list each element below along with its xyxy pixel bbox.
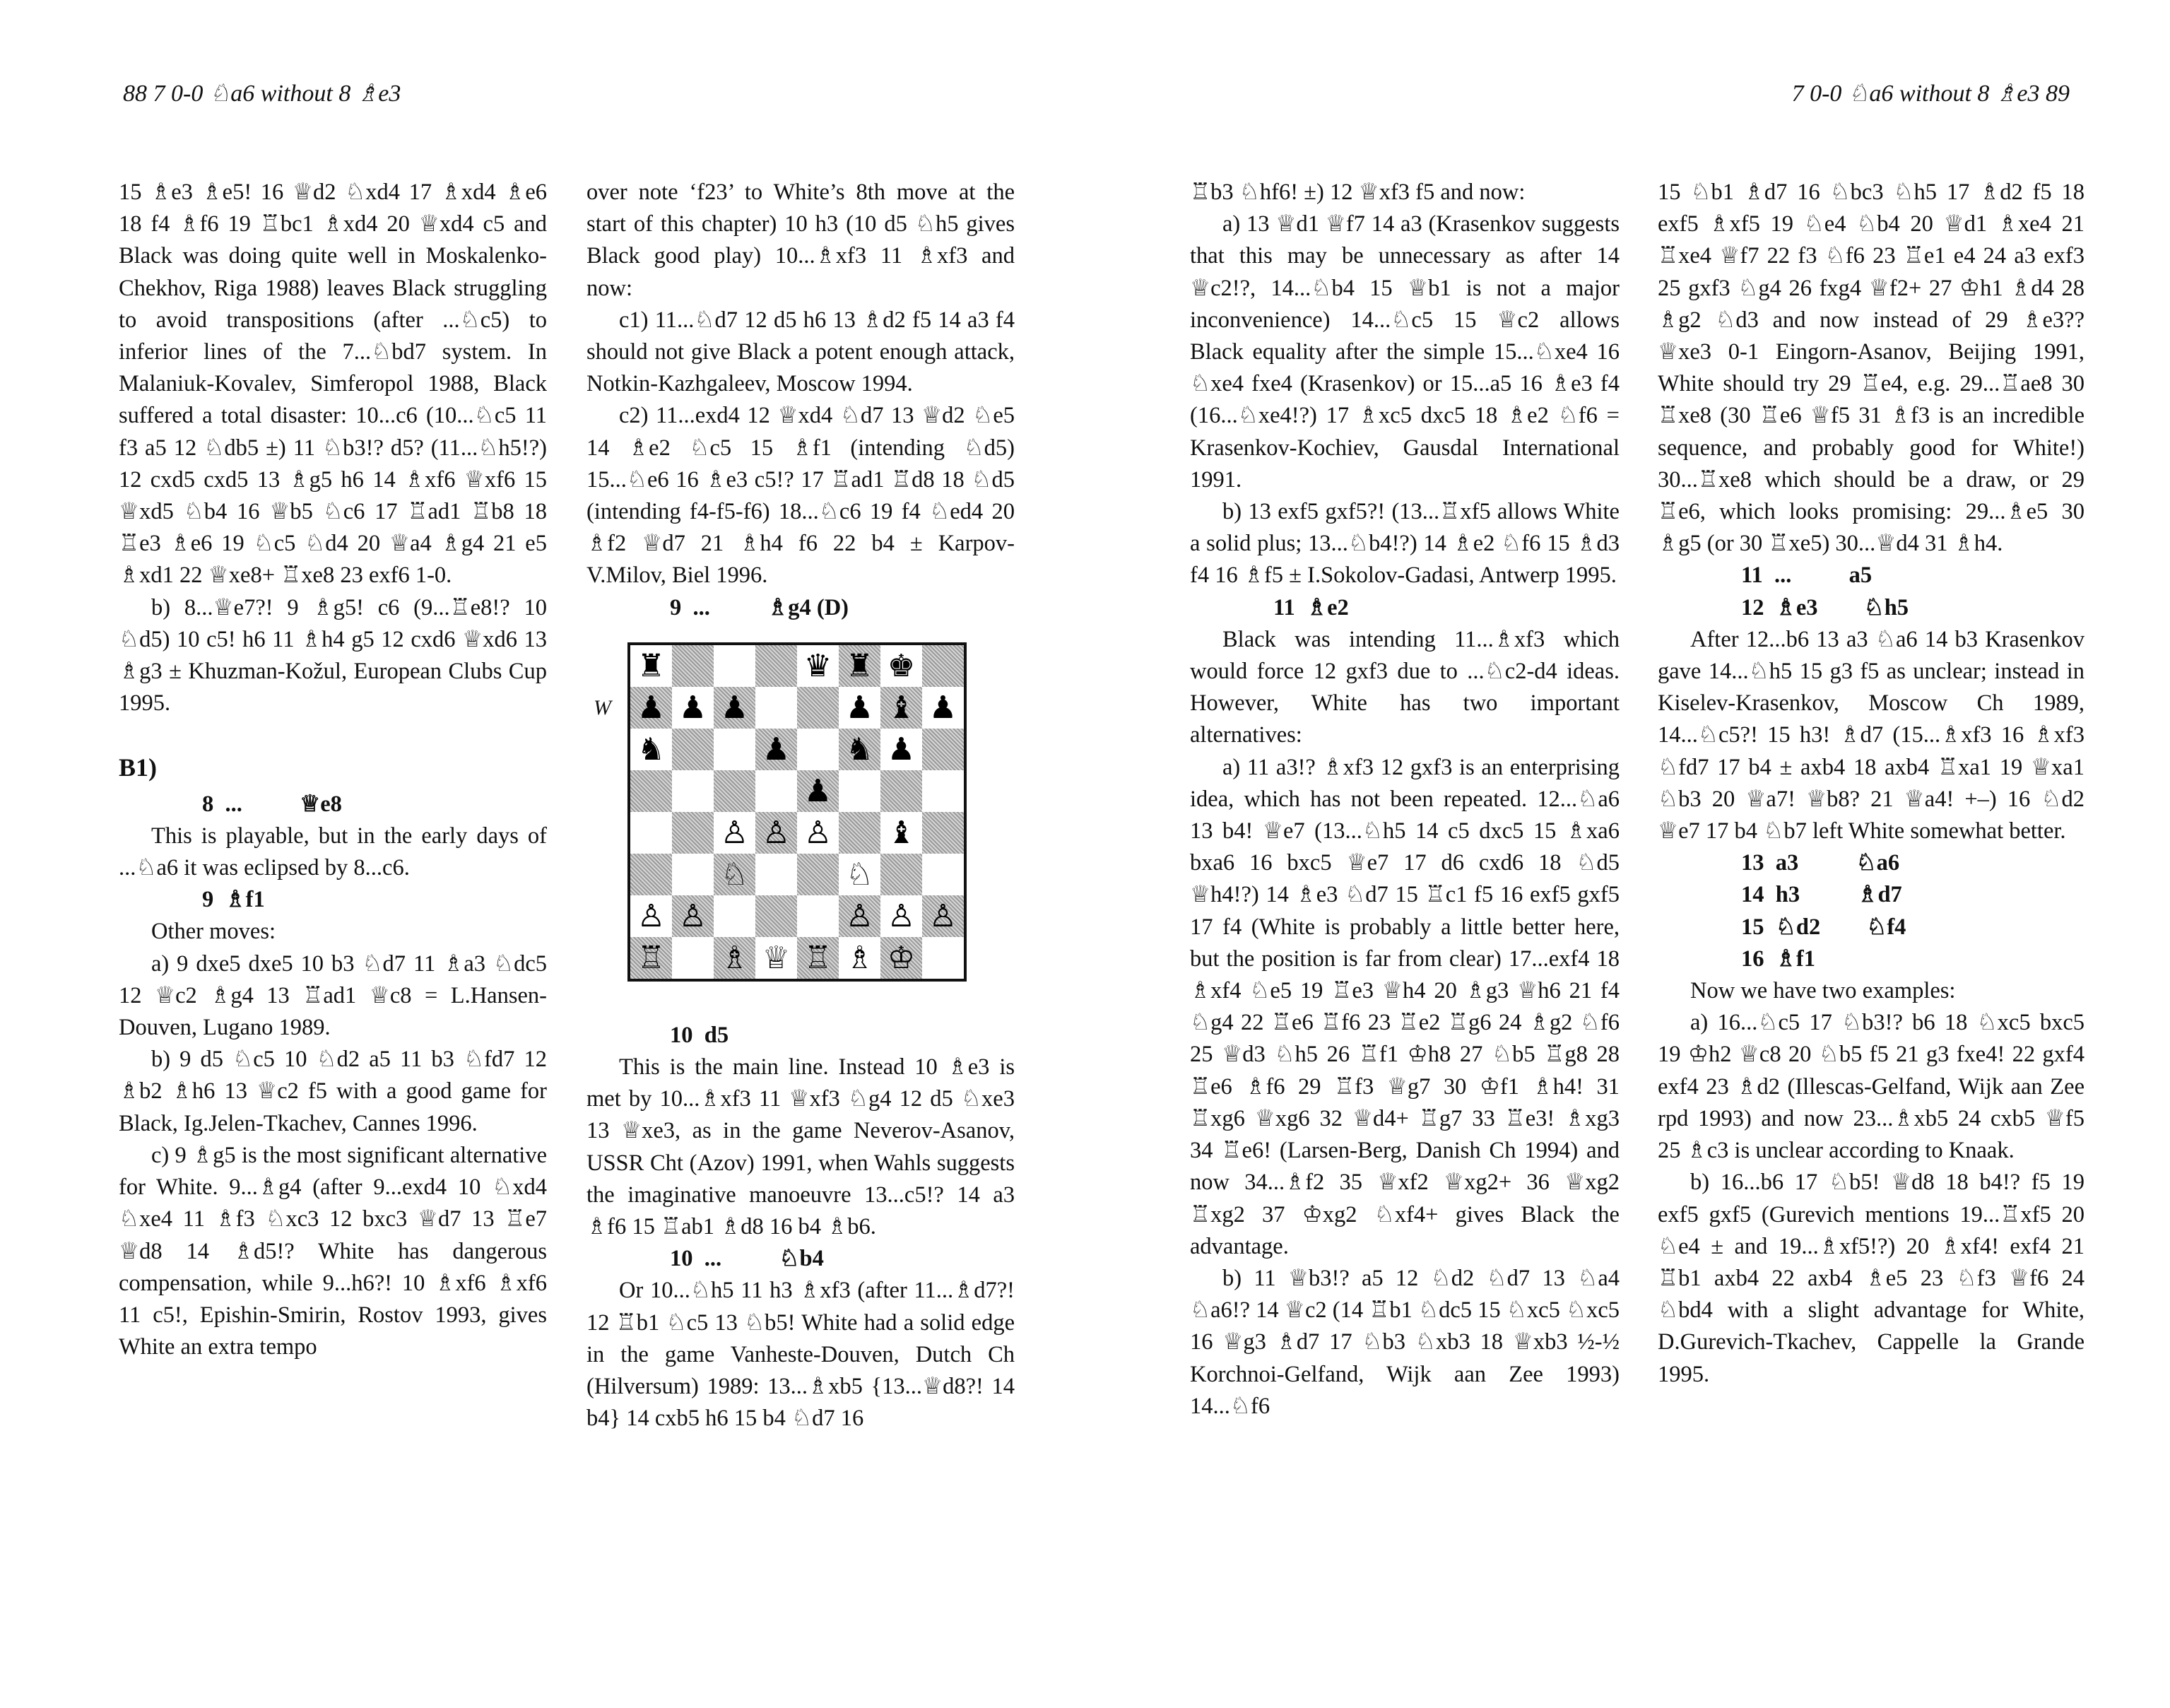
square-h7: ♟ — [922, 687, 964, 729]
move-line: 12 ♗e3 ♘h5 — [1741, 594, 1909, 620]
square-a7: ♟ — [630, 687, 672, 729]
square-b2: ♙ — [672, 895, 714, 937]
move-line: 10 d5 — [670, 1022, 729, 1048]
square-g1: ♔ — [880, 937, 922, 979]
paragraph: a) 16...♘c5 17 ♘b3!? b6 18 ♘xc5 bxc5 19 ♔h2 ♕c8 20 ♘b5 f5 21 g3 fxe4! 22 gxf4 exf4 23 ♗d2 (Illescas-Gelfand, Wijk aan Zee rpd 1993) and now 23...♗xb5 24 cxb5 ♕f5 25 ♗c3 is unclear according to Knaak. — [1658, 1010, 2085, 1164]
paragraph: b) 16...b6 17 ♘b5! ♕d8 18 b4!? f5 19 exf5 gxf5 (Gurevich mentions 19...♖xf5 20 ♘e4 ± and 19...♗xf5!?) 20 ♗xf4! exf4 21 ♖b1 axb4 22 axb4 ♗e5 23 ♘f3 ♕f6 24 ♘bd4 with a slight advantage for White, D.Gurevich-Tkachev, Cappelle la Grande 1995. — [1658, 1170, 2085, 1387]
move-line: 10 ... ♘b4 — [670, 1246, 824, 1272]
paragraph: a) 13 ♕d1 ♕f7 14 a3 (Krasenkov suggests that this may be unnecessary as after 14 ♕c2!?, 14...♘b4 15 ♕b1 is not a major inconvenience) 14...♘c5 15 ♕c2 allows Black equality after the simple 15...♘xe4 16 ♘xe4 fxe4 (Krasenkov) or 15...a5 16 ♗e3 f4 (16...♘xe4!?) 17 ♗xc5 dxc5 18 ♗e2 ♘f6 = Krasenkov-Kochiev, Gausdal International 1991. — [1190, 211, 1620, 493]
paragraph: a) 11 a3!? ♗xf3 12 gxf3 is an enterprising idea, which has not been repeated. 12...♘a6 13 b4! ♕e7 (13...♘h5 14 c5 dxc5 15 ♗xa6 bxa6 16 bxc5 ♕e7 17 d6 cxd6 18 ♘d5 ♕h4!?) 14 ♗e3 ♘d7 15 ♖c1 f5 16 exf5 gxf5 17 f4 (White is probably a little better here, but the position is far from clear) 17...exf4 18 ♗xf4 ♘e5 19 ♖e3 ♕h4 20 ♗g3 ♕h6 21 f4 ♘g4 22 ♖e6 ♖f6 23 ♖e2 ♖g6 24 ♗g2 ♘f6 25 ♕d3 ♘h5 26 ♖f1 ♔h8 27 ♘b5 ♖g8 28 ♖e6 ♗f6 29 ♖f3 ♕g7 30 ♔f1 ♗h4! 31 ♖xg6 ♕xg6 32 ♕d4+ ♖g7 33 ♖e3! ♗xg3 34 ♖e6! (Larsen-Berg, Danish Ch 1994) and now 34...♗f2 35 ♕xf2 ♕xg2+ 36 ♕xg2 ♖xg2 37 ♔xg2 ♘xf4+ gives Black the advantage. — [1190, 754, 1620, 1259]
square-h2: ♙ — [922, 895, 964, 937]
paragraph: This is playable, but in the early days of ...♘a6 it was eclipsed by 8...c6. — [119, 823, 547, 881]
square-b8 — [672, 645, 714, 687]
square-a3 — [630, 854, 672, 895]
column-3 — [1190, 177, 1620, 1423]
square-c3: ♘ — [714, 854, 755, 895]
square-g5 — [880, 770, 922, 812]
paragraph: Now we have two examples: — [1690, 978, 1956, 1004]
square-d5 — [755, 770, 797, 812]
chess-diagram — [594, 642, 968, 983]
square-f3: ♘ — [839, 854, 880, 895]
paragraph: b) 9 d5 ♘c5 10 ♘d2 a5 11 b3 ♘fd7 12 ♗b2 ♗h6 13 ♕c2 f5 with a good game for Black, Ig.Jelen-Tkachev, Cannes 1996. — [119, 1047, 547, 1136]
square-g8: ♚ — [880, 645, 922, 687]
square-f8: ♜ — [839, 645, 880, 687]
square-g3 — [880, 854, 922, 895]
paragraph: b) 13 exf5 gxf5?! (13...♖xf5 allows White a solid plus; 13...♘b4!?) 14 ♗e2 ♘f6 15 ♗d3 f4 16 ♗f5 ± I.Sokolov-Gadasi, Antwerp 1995. — [1190, 499, 1620, 589]
paragraph: c1) 11...♘d7 12 d5 h6 13 ♗d2 f5 14 a3 f4 should not give Black a potent enough attack, Notkin-Kazhgaleev, Moscow 1994. — [586, 307, 1015, 397]
paragraph: ♖b3 ♘hf6! ±) 12 ♕xf3 f5 and now: — [1190, 179, 1526, 205]
column-2 — [586, 177, 1015, 1435]
paragraph: Or 10...♘h5 11 h3 ♗xf3 (after 11...♗d7?! 12 ♖b1 ♘c5 13 ♘b5! White had a solid edge in the game Vanheste-Douven, Dutch Ch (Hilversum) 1989: 13...♗xb5 {13...♕d8?! 14 b4} 14 cxb5 h6 15 b4 ♘d7 16 — [586, 1278, 1015, 1432]
move-line: 9 ... ♗g4 (D) — [670, 594, 849, 620]
paragraph: Other moves: — [151, 919, 276, 945]
square-b3 — [672, 854, 714, 895]
paragraph: c) 9 ♗g5 is the most significant alternative for White. 9...♗g4 (after 9...exd4 10 ♘xd4 ♘xe4 11 ♗f3 ♘xc3 12 bxc3 ♕d7 13 ♖e7 ♕d8 14 ♗d5!? White has dangerous compensation, while 9...h6?! 10 ♗xf6 ♗xf6 11 c5!, Epishin-Smirin, Rostov 1993, gives White an extra tempo — [119, 1142, 547, 1360]
square-d6: ♟ — [755, 729, 797, 770]
square-g2: ♙ — [880, 895, 922, 937]
side-to-move-label: W — [594, 695, 611, 719]
paragraph: b) 8...♕e7?! 9 ♗g5! c6 (9...♖e8!? 10 ♘d5) 10 c5! h6 11 ♗h4 g5 12 cxd6 ♕xd6 13 ♗g3 ± Khuzman-Kožul, European Clubs Cup 1995. — [119, 594, 547, 717]
square-d4: ♙ — [755, 812, 797, 854]
square-b5 — [672, 770, 714, 812]
paragraph: 15 ♗e3 ♗e5! 16 ♕d2 ♘xd4 17 ♗xd4 ♗e6 18 f4 ♗f6 19 ♖bc1 ♗xd4 20 ♕xd4 c5 and Black was doing quite well in Moskalenko-Chekhov, Riga 1988) leaves Black struggling to avoid transpositions (after ...♘c5) to inferior lines of the 7...♘bd7 system. In Malaniuk-Kovalev, Simferopol 1988, Black suffered a total disaster: 10...c6 (10...♘c5 11 f3 a5 12 ♘db5 ±) 11 ♘b3!? d5? (11...♘h5!?) 12 cxd5 cxd5 13 ♗g5 h6 14 ♗xf6 ♕xf6 15 ♕xd5 ♘b4 16 ♕b5 ♘c6 17 ♖ad1 ♖b8 18 ♖e3 ♗e6 19 ♘c5 ♘d4 20 ♕a4 ♗g4 21 e5 ♗xd1 22 ♕xe8+ ♖xe8 23 exf6 1-0. — [119, 179, 547, 589]
move-line: 13 a3 ♘a6 — [1741, 850, 1900, 876]
square-d8 — [755, 645, 797, 687]
square-a8: ♜ — [630, 645, 672, 687]
paragraph: 15 ♘b1 ♗d7 16 ♘bc3 ♘h5 17 ♗d2 f5 18 exf5 ♗xf5 19 ♘e4 ♘b4 20 ♕d1 ♗xe4 21 ♖xe4 ♕f7 22 f3 ♘f6 23 ♖e1 e4 24 a3 exf3 25 gxf3 ♘g4 26 fxg4 ♕f2+ 27 ♔h1 ♗d4 28 ♗g2 ♘d3 and now instead of 29 ♗e3?? ♕xe3 0-1 Eingorn-Asanov, Beijing 1991, White should try 29 ♖e4, e.g. 29...♖ae8 30 ♖xe8 (30 ♖e6 ♕f5 31 ♗f3 is an incredible sequence, and probably good for White!) 30...♖xe8 which should be a draw, or 29 ♖e6, which looks promising: 29...♗e5 30 ♗g5 (or 30 ♖xe5) 30...♕d4 31 ♗h4. — [1658, 179, 2085, 557]
square-a1: ♖ — [630, 937, 672, 979]
square-c2 — [714, 895, 755, 937]
square-d3 — [755, 854, 797, 895]
running-header-left: 88 7 0-0 ♘a6 without 8 ♗e3 — [123, 81, 401, 107]
move-line: 14 h3 ♗d7 — [1741, 882, 1902, 908]
square-h1 — [922, 937, 964, 979]
square-h4 — [922, 812, 964, 854]
paragraph: c2) 11...exd4 12 ♕xd4 ♘d7 13 ♕d2 ♘e5 14 ♗e2 ♘c5 15 ♗f1 (intending ♘d5) 15...♘e6 16 ♗e3 c5!? 17 ♖ad1 ♖d8 18 ♘d5 (intending f4-f5-f6) 18...♘c6 19 f4 ♘ed4 20 ♗f2 ♕d7 21 ♗h4 f6 22 b4 ± Karpov-V.Milov, Biel 1996. — [586, 403, 1015, 589]
square-f2: ♙ — [839, 895, 880, 937]
paragraph: a) 9 dxe5 dxe5 10 b3 ♘d7 11 ♗a3 ♘dc5 12 ♕c2 ♗g4 13 ♖ad1 ♕c8 = L.Hansen-Douven, Lugano 1989. — [119, 950, 547, 1041]
square-e7 — [797, 687, 839, 729]
move-line: 8 ... ♕e8 — [202, 791, 342, 817]
move-line: 16 ♗f1 — [1741, 946, 1815, 972]
square-d1: ♕ — [755, 937, 797, 979]
square-f1: ♗ — [839, 937, 880, 979]
square-d2 — [755, 895, 797, 937]
move-line: 11 ♗e2 — [1273, 594, 1349, 620]
square-a2: ♙ — [630, 895, 672, 937]
paragraph: After 12...b6 13 a3 ♘a6 14 b3 Krasenkov gave 14...♘h5 15 g3 f5 as unclear; instead in Kiselev-Krasenkov, Moscow Ch 1989, 14...♘c5?! 15 h3! ♗d7 (15...♗xf3 16 ♗xf3 ♘fd7 17 b4 ± axb4 18 axb4 ♖xa1 19 ♕xa1 ♘b3 20 ♕a7! ♕b8? 21 ♕a4! +–) 16 ♘d2 ♕e7 17 b4 ♘b7 left White somewhat better. — [1658, 626, 2085, 844]
square-h5 — [922, 770, 964, 812]
square-b1 — [672, 937, 714, 979]
chess-board — [627, 642, 967, 982]
paragraph: This is the main line. Instead 10 ♗e3 is met by 10...♗xf3 11 ♕xf3 ♘g4 12 d5 ♘xe3 13 ♕xe3, as in the game Neverov-Asanov, USSR Cht (Azov) 1991, when Wahls suggests the imaginative manoeuvre 13...c5!? 14 a3 ♗f6 15 ♖ab1 ♗d8 16 b4 ♗b6. — [586, 1054, 1015, 1240]
square-c8 — [714, 645, 755, 687]
paragraph: Black was intending 11...♗xf3 which would force 12 gxf3 due to ...♘c2-d4 ideas. However, White has two important alternatives: — [1190, 626, 1620, 748]
column-1 — [119, 177, 547, 1363]
square-h3 — [922, 854, 964, 895]
square-e5: ♟ — [797, 770, 839, 812]
square-f5 — [839, 770, 880, 812]
square-d7 — [755, 687, 797, 729]
paragraph: over note ‘f23’ to White’s 8th move at the start of this chapter) 10 h3 (10 d5 ♘h5 gives Black good play) 10...♗xf3 11 ♗xf3 and now: — [586, 179, 1015, 301]
square-e8: ♛ — [797, 645, 839, 687]
square-e1: ♖ — [797, 937, 839, 979]
square-g7: ♝ — [880, 687, 922, 729]
paragraph: b) 11 ♕b3!? a5 12 ♘d2 ♘d7 13 ♘a4 ♘a6!? 14 ♕c2 (14 ♖b1 ♘dc5 15 ♘xc5 ♘xc5 16 ♕g3 ♗d7 17 ♘b3 ♘xb3 18 ♕xb3 ½-½ Korchnoi-Gelfand, Wijk aan Zee 1993) 14...♘f6 — [1190, 1265, 1620, 1419]
square-g6: ♟ — [880, 729, 922, 770]
square-e4: ♙ — [797, 812, 839, 854]
square-f7: ♟ — [839, 687, 880, 729]
square-c7: ♟ — [714, 687, 755, 729]
square-b7: ♟ — [672, 687, 714, 729]
square-f6: ♞ — [839, 729, 880, 770]
square-c4: ♙ — [714, 812, 755, 854]
square-c5 — [714, 770, 755, 812]
square-a4 — [630, 812, 672, 854]
column-4 — [1658, 177, 2085, 1391]
square-b4 — [672, 812, 714, 854]
move-line: 15 ♘d2 ♘f4 — [1741, 914, 1906, 940]
square-a5 — [630, 770, 672, 812]
square-c6 — [714, 729, 755, 770]
square-h8 — [922, 645, 964, 687]
square-b6 — [672, 729, 714, 770]
square-e2 — [797, 895, 839, 937]
square-c1: ♗ — [714, 937, 755, 979]
square-h6 — [922, 729, 964, 770]
move-line: 9 ♗f1 — [202, 887, 265, 913]
square-e6 — [797, 729, 839, 770]
square-f4 — [839, 812, 880, 854]
square-g4: ♝ — [880, 812, 922, 854]
square-a6: ♞ — [630, 729, 672, 770]
move-line: 11 ... a5 — [1741, 563, 1873, 589]
square-e3 — [797, 854, 839, 895]
section-heading: B1) — [119, 753, 157, 782]
running-header-right: 7 0-0 ♘a6 without 8 ♗e3 89 — [1791, 81, 2070, 107]
